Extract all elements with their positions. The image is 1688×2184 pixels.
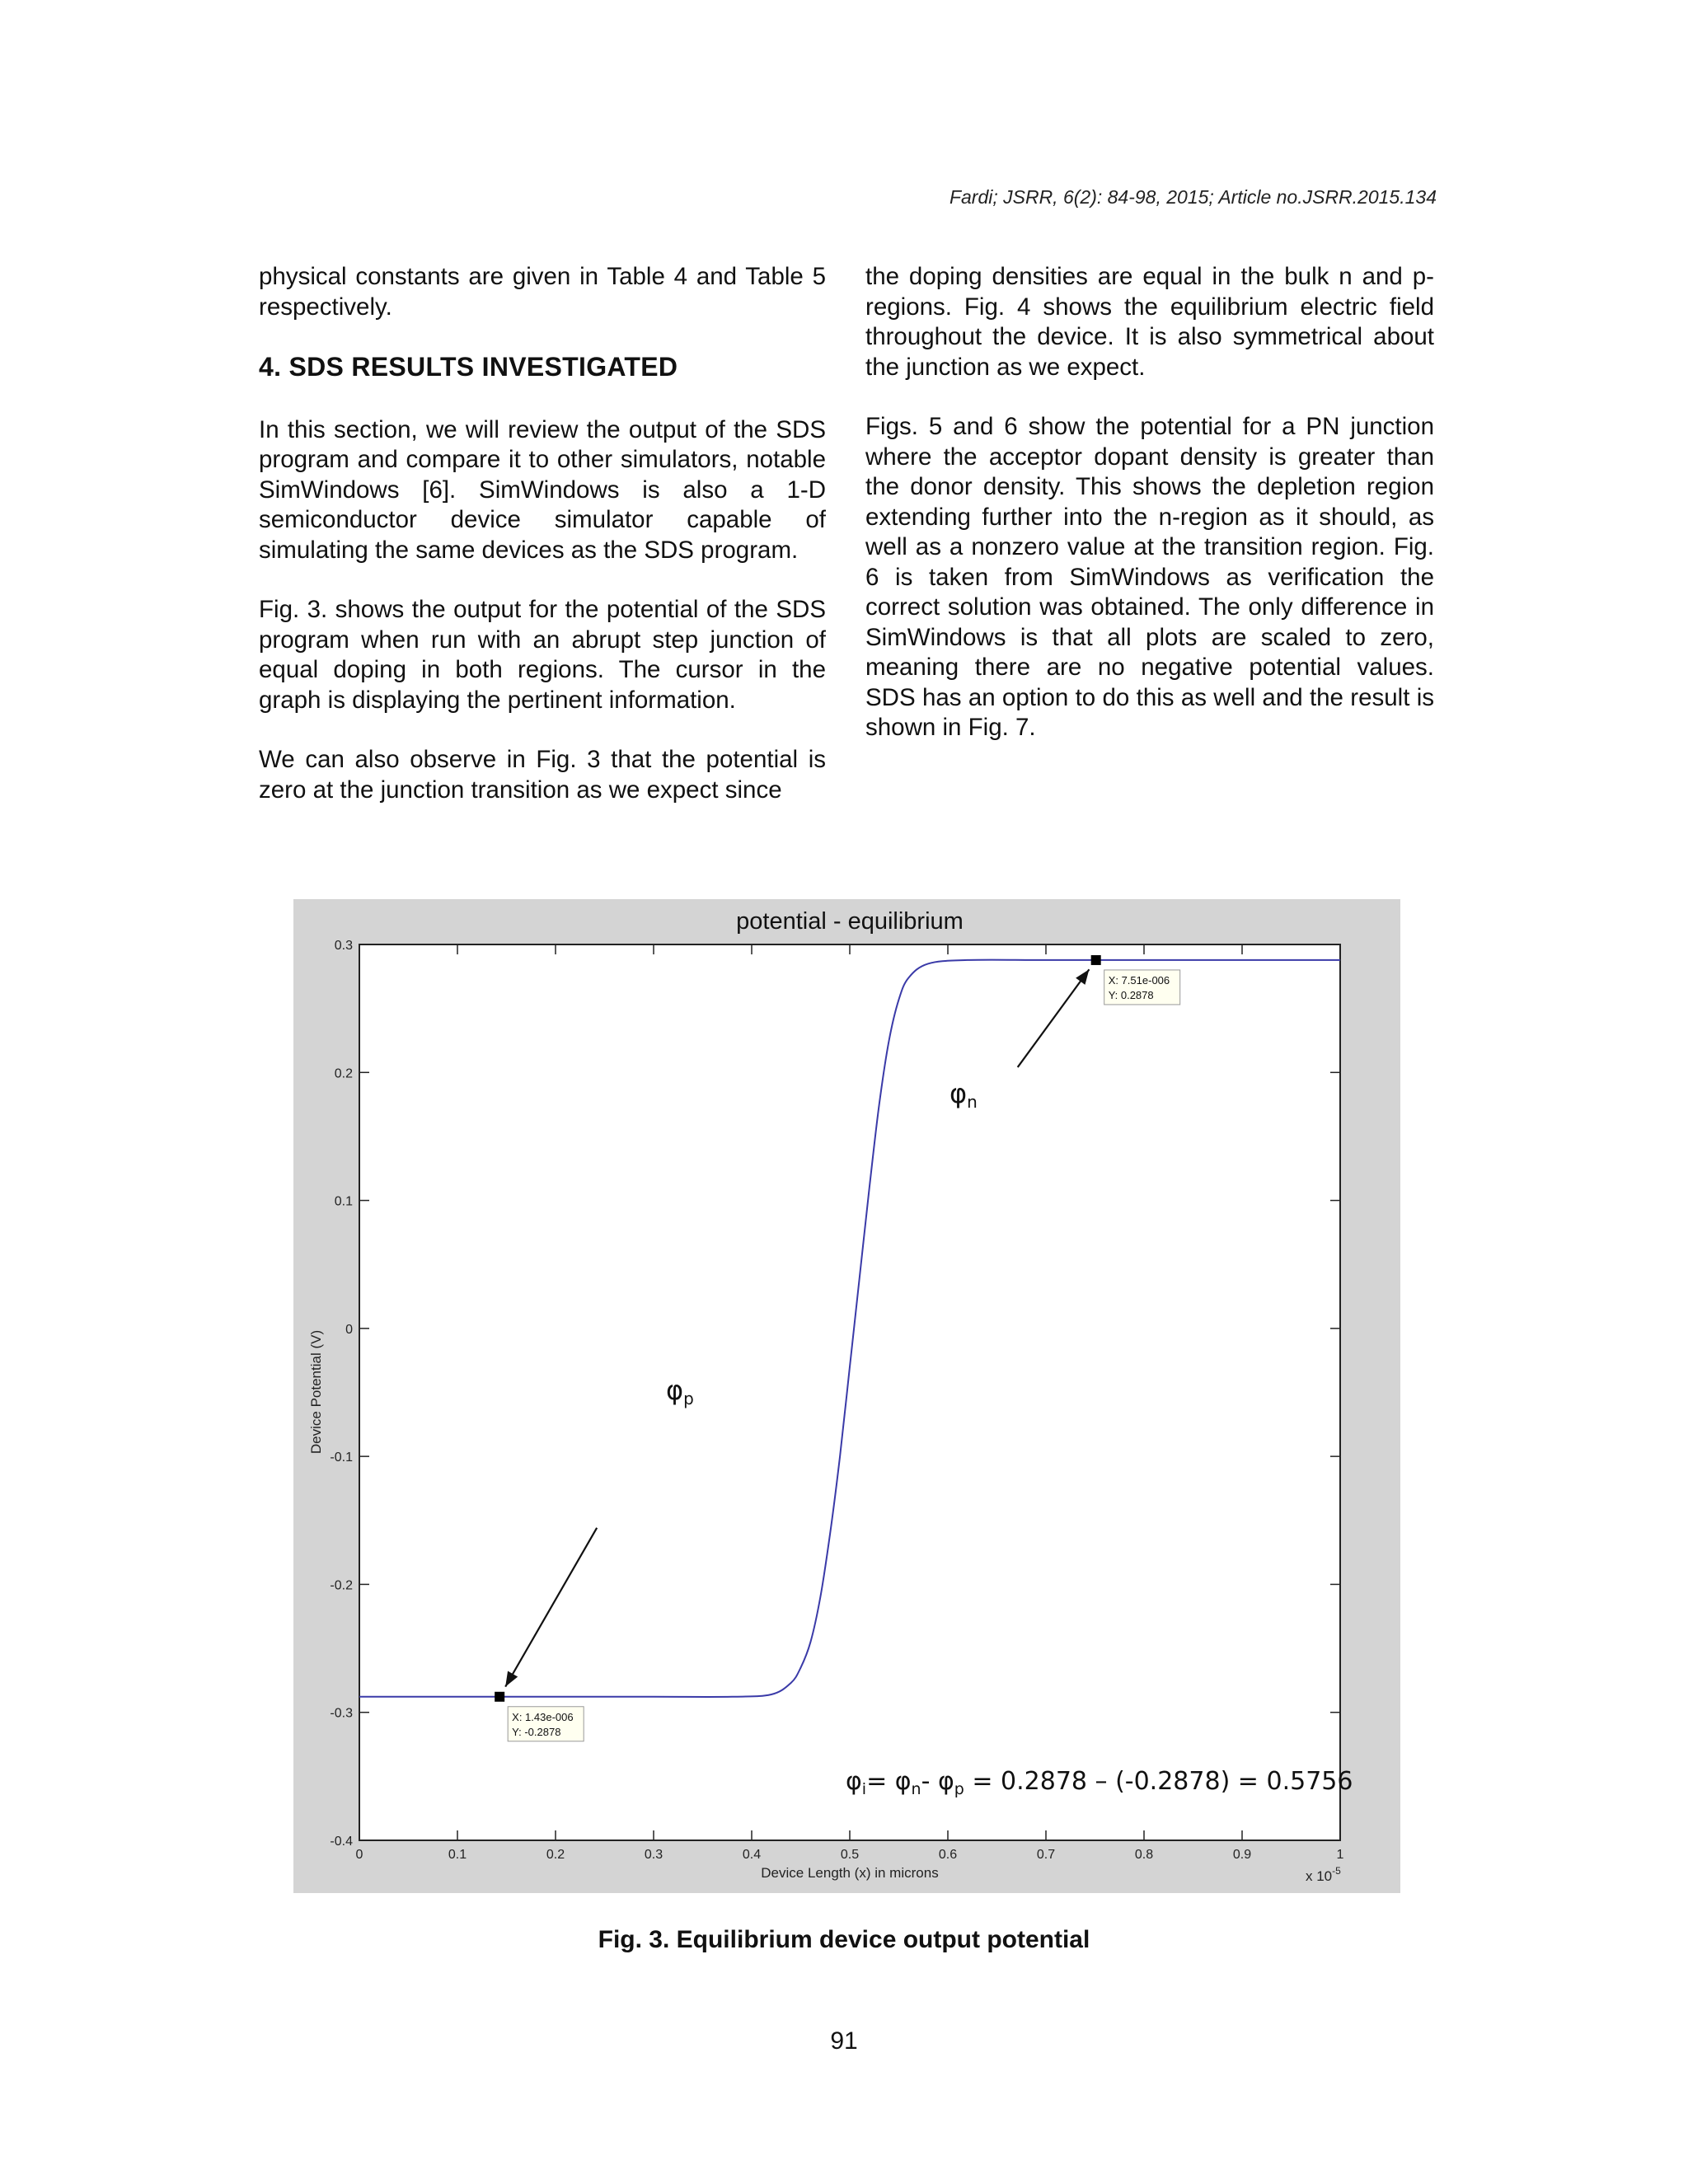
x-tick-label: 0.2 xyxy=(546,1848,565,1862)
x-tick-label: 0.9 xyxy=(1232,1848,1252,1862)
paragraph: Figs. 5 and 6 show the potential for a PN junction where the acceptor dopant density is greater than the donor density. This shows the depletion region extending further into the n-region as it should, as well as a nonzero value at the transition region. Fig. 6 is taken from SimWindows as verification the correct solution was obtained. The only difference in SimWindows is that all plots are scaled to zero, meaning there are no negative potential values. SDS has an option to do this as well and the result is shown in Fig. 7. xyxy=(865,413,1434,741)
x-tick-label: 0.6 xyxy=(938,1848,958,1862)
page-number: 91 xyxy=(830,2027,858,2055)
figure-3 xyxy=(293,899,1400,1893)
plot-area xyxy=(359,944,1340,1840)
paragraph: In this section, we will review the output of the SDS program and compare it to other simulators, notable SimWindows [6]. SimWindows is also a 1-D semiconductor device simulator capable of simulating the same devices as the SDS program. xyxy=(259,415,826,564)
y-tick-label: 0.1 xyxy=(334,1194,353,1209)
figure-caption: Fig. 3. Equilibrium device output potential xyxy=(598,1926,1090,1953)
x-tick-label: 0.8 xyxy=(1134,1848,1154,1862)
datatip-y: Y: 0.2878 xyxy=(1108,988,1154,1001)
paragraph: physical constants are given in Table 4 and Table 5 respectively. xyxy=(259,263,826,321)
datatip-marker xyxy=(495,1692,504,1702)
y-tick-label: -0.2 xyxy=(330,1578,353,1593)
datatip-marker xyxy=(1091,955,1101,965)
x-tick-label: 0 xyxy=(355,1848,363,1862)
potential-equation: $\varphi_i= \varphi_n-$ $\varphi_p = 0.2878 - (-0.2878) = 0.5756$ xyxy=(846,1767,1353,1798)
x-multiplier xyxy=(1306,1865,1341,1884)
chart-title: potential - equilibrium xyxy=(736,908,964,935)
x-tick-label: 0.7 xyxy=(1036,1848,1056,1862)
paragraph: Fig. 3. shows the output for the potential of the SDS program when run with an abrupt step junction of equal doping in both regions. The cursor in the graph is displaying the pertinent information. xyxy=(259,596,826,714)
y-axis-label: Device Potential (V) xyxy=(308,1329,324,1455)
x-multiplier-base: x 10 xyxy=(1306,1868,1333,1884)
paragraph: the doping densities are equal in the bulk n and p-regions. Fig. 4 shows the equilibrium electric field throughout the device. It is also symmetrical about the junction as we expect. xyxy=(865,263,1434,381)
x-tick-label: 0.4 xyxy=(742,1848,762,1862)
y-tick-label: -0.3 xyxy=(330,1706,353,1721)
x-tick-label: 1 xyxy=(1336,1848,1344,1862)
running-header: Fardi; JSRR, 6(2): 84-98, 2015; Article no.JSRR.2015.134 xyxy=(949,186,1437,208)
section-heading: 4. SDS RESULTS INVESTIGATED xyxy=(259,352,678,382)
datatip-x: X: 7.51e-006 xyxy=(1108,973,1170,987)
x-tick-label: 0.3 xyxy=(644,1848,663,1862)
phi-p-label: φp xyxy=(666,1375,694,1408)
y-tick-label: 0.2 xyxy=(334,1066,353,1081)
paragraph: We can also observe in Fig. 3 that the potential is zero at the junction transition as we expect since xyxy=(259,746,826,804)
x-axis-label: Device Length (x) in microns xyxy=(761,1865,939,1881)
datatip-x: X: 1.43e-006 xyxy=(512,1710,574,1723)
datatip-y: Y: -0.2878 xyxy=(512,1725,561,1738)
y-tick-label: 0.3 xyxy=(334,939,353,953)
left-column xyxy=(259,262,826,835)
phi-n-label: φn xyxy=(950,1078,978,1112)
x-tick-label: 0.5 xyxy=(840,1848,860,1862)
y-tick-label: 0 xyxy=(345,1322,353,1337)
y-tick-label: -0.4 xyxy=(330,1835,353,1849)
x-tick-label: 0.1 xyxy=(448,1848,467,1862)
x-multiplier-exp: -5 xyxy=(1332,1865,1341,1877)
potential-chart xyxy=(293,899,1400,1893)
y-tick-label: -0.1 xyxy=(330,1451,353,1465)
right-column xyxy=(865,262,1434,773)
